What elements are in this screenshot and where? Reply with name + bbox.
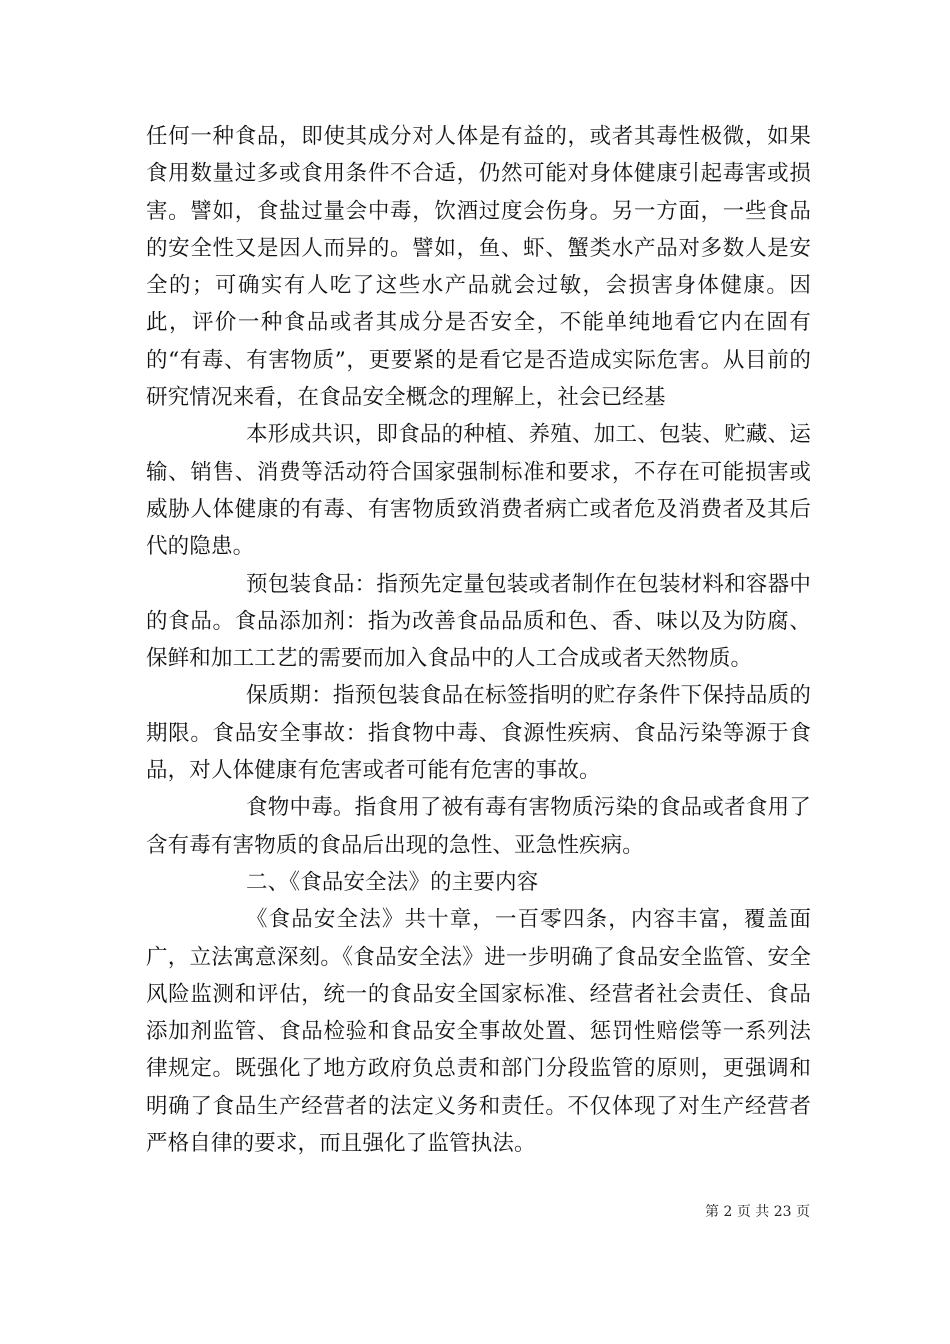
- paragraph-shelf-life: 保质期：指预包装食品在标签指明的贮存条件下保持品质的期限。食品安全事故：指食物中毒、食源性疾病、食品污染等源于食品，对人体健康有危害或者可能有危害的事故。: [146, 683, 811, 784]
- paragraph-food-poisoning: 食物中毒。指食用了被有毒有害物质污染的食品或者食用了含有毒有害物质的食品后出现的急性、亚急性疾病。: [146, 795, 811, 858]
- page-number: 第 2 页 共 23 页: [705, 1204, 810, 1220]
- paragraph-consensus: 本形成共识，即食品的种植、养殖、加工、包装、贮藏、运输、销售、消费等活动符合国家强制标准和要求，不存在可能损害或威胁人体健康的有毒、有害物质致消费者病亡或者危及消费者及其后代的隐患。: [146, 422, 811, 560]
- body-text: [146, 118, 811, 1162]
- section-heading-main-content: 二、《食品安全法》的主要内容: [246, 869, 539, 895]
- paragraph-law-overview: 《食品安全法》共十章，一百零四条，内容丰富，覆盖面广，立法寓意深刻。《食品安全法》进一步明确了食品安全监管、安全风险监测和评估，统一的食品安全国家标准、经营者社会责任、食品添加剂监管、食品检验和食品安全事故处置、惩罚性赔偿等一系列法律规定。既强化了地方政府负总责和部门分段监管的原则，更强调和明确了食品生产经营者的法定义务和责任。不仅体现了对生产经营者严格自律的要求，而且强化了监管执法。: [146, 907, 811, 1157]
- paragraph-prepackaged-food: 预包装食品：指预先定量包装或者制作在包装材料和容器中的食品。食品添加剂：指为改善食品品质和色、香、味以及为防腐、保鲜和加工工艺的需要而加入食品中的人工合成或者天然物质。: [146, 571, 811, 672]
- paragraph-food-safety-relativity: 任何一种食品，即使其成分对人体是有益的，或者其毒性极微，如果食用数量过多或食用条件不合适，仍然可能对身体健康引起毒害或损害。譬如，食盐过量会中毒，饮酒过度会伤身。另一方面，一些食品的安全性又是因人而异的。譬如，鱼、虾、蟹类水产品对多数人是安全的；可确实有人吃了这些水产品就会过敏，会损害身体健康。因此，评价一种食品或者其成分是否安全，不能单纯地看它内在固有的“有毒、有害物质”，更要紧的是看它是否造成实际危害。从目前的研究情况来看，在食品安全概念的理解上，社会已经基: [146, 124, 811, 411]
